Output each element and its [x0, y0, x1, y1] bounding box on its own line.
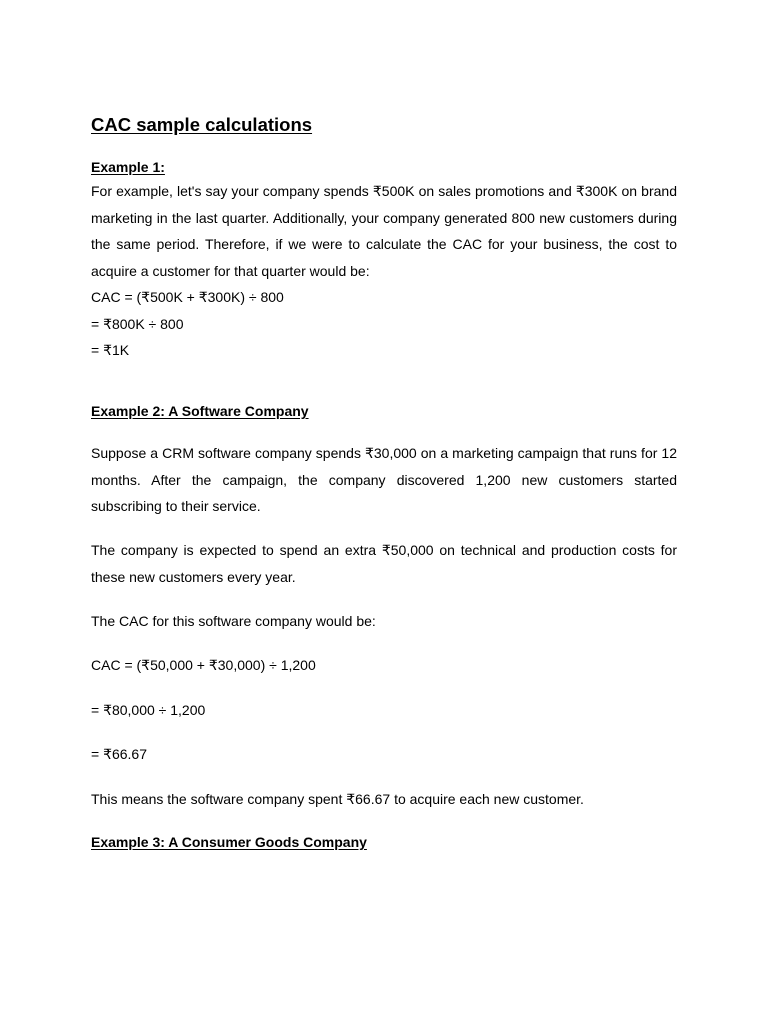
example-2-calc-line-2: = ₹80,000 ÷ 1,200: [91, 702, 206, 718]
example-2-intro: The CAC for this software company would be:: [91, 613, 376, 629]
example-1-calc-line-1: CAC = (₹500K + ₹300K) ÷ 800: [91, 289, 284, 305]
example-2-heading: Example 2: A Software Company: [91, 403, 309, 419]
example-1-paragraph: For example, let's say your company spends ₹500K on sales promotions and ₹300K on brand marketing in the last quarter. Additionally, your company generated 800 new customers during the same period. Therefore, if we were to calculate the CAC for your business, the cost to acquire a customer for that quarter would be:: [91, 183, 677, 279]
example-1-heading: Example 1:: [91, 159, 165, 175]
example-2-conclusion: This means the software company spent ₹66.67 to acquire each new customer.: [91, 791, 584, 807]
example-3-heading: Example 3: A Consumer Goods Company: [91, 834, 367, 850]
example-2-paragraph-1: Suppose a CRM software company spends ₹30,000 on a marketing campaign that runs for 12 months. After the campaign, the company discovered 1,200 new customers started subscribing to their service.: [91, 445, 677, 514]
example-2-paragraph-2: The company is expected to spend an extra ₹50,000 on technical and production costs for these new customers every year.: [91, 542, 677, 585]
example-2-calc-line-3: = ₹66.67: [91, 746, 148, 762]
example-1-calc-line-2: = ₹800K ÷ 800: [91, 316, 184, 332]
page-title: CAC sample calculations: [91, 114, 313, 135]
example-1-calc-line-3: = ₹1K: [91, 342, 130, 358]
example-2-calc-line-1: CAC = (₹50,000 + ₹30,000) ÷ 1,200: [91, 657, 316, 673]
